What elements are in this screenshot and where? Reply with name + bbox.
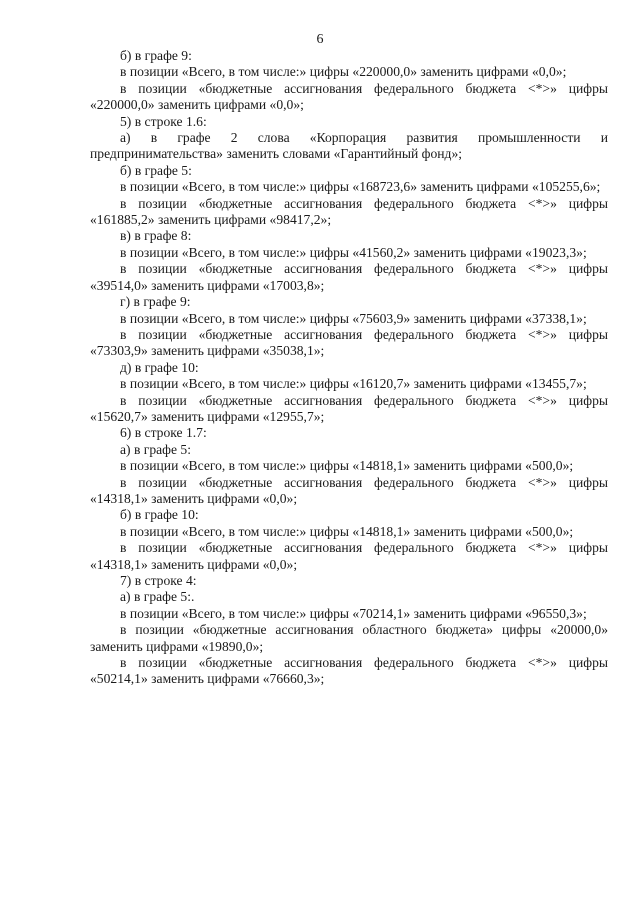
- paragraph: 5) в строке 1.6:: [120, 113, 207, 129]
- paragraph: б) в графе 9:: [120, 48, 192, 63]
- paragraph: в позиции «бюджетные ассигнования федерального бюджета <*>» цифры «14318,1» заменить цифрами «0,0»;: [90, 540, 608, 572]
- paragraph: в) в графе 8:: [120, 228, 192, 244]
- paragraph: д) в графе 10:: [120, 359, 199, 375]
- paragraph: в позиции «бюджетные ассигнования федерального бюджета <*>» цифры «50214,1» заменить цифрами «76660,3»;: [90, 655, 608, 687]
- paragraph: в позиции «Всего, в том числе:» цифры «14818,1» заменить цифрами «500,0»;: [120, 458, 574, 474]
- paragraph: в позиции «бюджетные ассигнования федерального бюджета <*>» цифры «39514,0» заменить цифрами «17003,8»;: [90, 261, 608, 293]
- paragraph: б) в графе 5:: [120, 162, 192, 178]
- paragraph: в позиции «Всего, в том числе:» цифры «168723,6» заменить цифрами «105255,6»;: [120, 179, 601, 195]
- paragraph: 7) в строке 4:: [120, 573, 197, 588]
- paragraph: в позиции «бюджетные ассигнования федерального бюджета <*>» цифры «161885,2» заменить цифрами «98417,2»;: [90, 195, 608, 228]
- document-body: [90, 48, 608, 688]
- paragraph: в позиции «Всего, в том числе:» цифры «14818,1» заменить цифрами «500,0»;: [120, 523, 574, 539]
- paragraph: в позиции «бюджетные ассигнования федерального бюджета <*>» цифры «73303,9» заменить цифрами «35038,1»;: [90, 326, 608, 359]
- paragraph: б) в графе 10:: [120, 507, 199, 523]
- paragraph: в позиции «бюджетные ассигнования федерального бюджета <*>» цифры «220000,0» заменить цифрами «0,0»;: [90, 80, 608, 113]
- paragraph: в позиции «Всего, в том числе:» цифры «41560,2» заменить цифрами «19023,3»;: [120, 244, 587, 260]
- paragraph: в позиции «бюджетные ассигнования федерального бюджета <*>» цифры «15620,7» заменить цифрами «12955,7»;: [90, 392, 608, 424]
- paragraph: в позиции «бюджетные ассигнования областного бюджета» цифры «20000,0» заменить цифрами «19890,0»;: [90, 622, 608, 654]
- paragraph: в позиции «Всего, в том числе:» цифры «16120,7» заменить цифрами «13455,7»;: [120, 376, 587, 392]
- paragraph: а) в графе 5:: [120, 441, 191, 457]
- paragraph: г) в графе 9:: [120, 294, 191, 310]
- page-number: 6: [316, 32, 324, 47]
- paragraph: в позиции «Всего, в том числе:» цифры «70214,1» заменить цифрами «96550,3»;: [120, 605, 587, 621]
- paragraph: в позиции «Всего, в том числе:» цифры «220000,0» заменить цифрами «0,0»;: [120, 64, 567, 80]
- paragraph: а) в графе 2 слова «Корпорация развития промышленности и предпринимательства» заменить словами «Гарантийный фонд»;: [90, 130, 608, 162]
- paragraph: в позиции «Всего, в том числе:» цифры «75603,9» заменить цифрами «37338,1»;: [120, 310, 587, 326]
- paragraph: 6) в строке 1.7:: [120, 425, 207, 441]
- paragraph: а) в графе 5:.: [120, 589, 195, 605]
- paragraph: в позиции «бюджетные ассигнования федерального бюджета <*>» цифры «14318,1» заменить цифрами «0,0»;: [90, 474, 608, 506]
